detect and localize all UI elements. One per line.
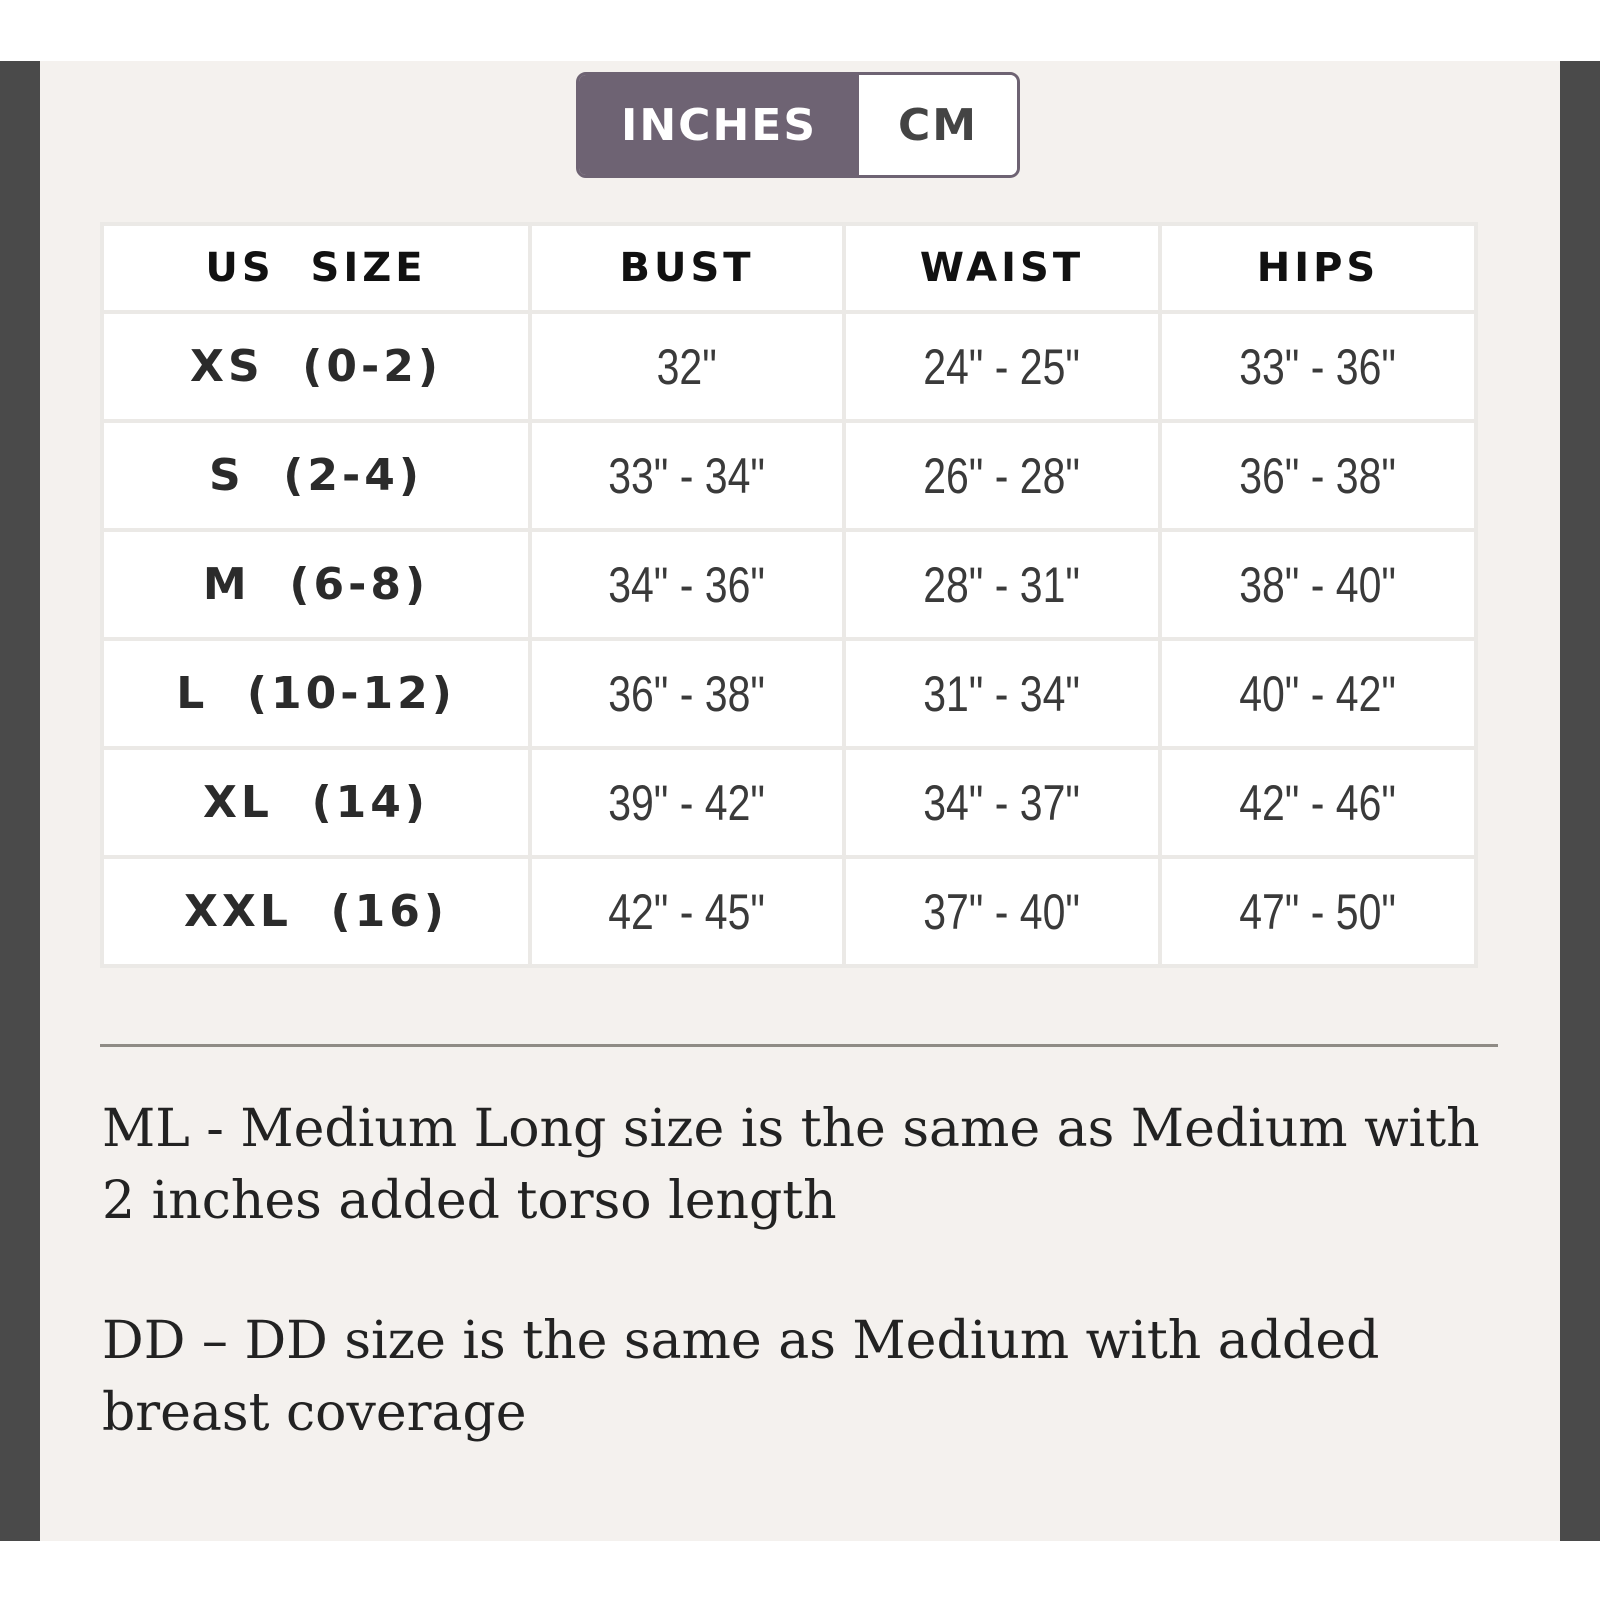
bust-value: 39" - 42" xyxy=(608,774,766,831)
waist-value: 24" - 25" xyxy=(923,338,1081,395)
table-row xyxy=(104,314,1474,419)
hips-value: 42" - 46" xyxy=(1239,774,1397,831)
size-label: L (10-12) xyxy=(176,668,456,719)
hips-value: 40" - 42" xyxy=(1239,665,1397,722)
size-cell xyxy=(104,641,528,746)
bust-cell xyxy=(532,641,842,746)
table-header-row xyxy=(104,226,1474,310)
bust-cell xyxy=(532,532,842,637)
inches-button[interactable]: INCHES xyxy=(579,75,859,175)
size-cell xyxy=(104,750,528,855)
size-cell xyxy=(104,423,528,528)
size-cell xyxy=(104,532,528,637)
header-waist: WAIST xyxy=(846,226,1158,310)
waist-value: 26" - 28" xyxy=(923,447,1081,504)
cm-button[interactable]: CM xyxy=(859,75,1017,175)
bust-value: 36" - 38" xyxy=(608,665,766,722)
bust-cell xyxy=(532,750,842,855)
hips-cell xyxy=(1162,532,1474,637)
bust-value: 33" - 34" xyxy=(608,447,766,504)
table-row xyxy=(104,641,1474,746)
table-row xyxy=(104,750,1474,855)
waist-cell xyxy=(846,532,1158,637)
hips-cell xyxy=(1162,859,1474,964)
bust-cell xyxy=(532,314,842,419)
waist-value: 34" - 37" xyxy=(923,774,1081,831)
note-dd: DD – DD size is the same as Medium with added breast coverage xyxy=(102,1311,1380,1443)
note-medium-long: ML - Medium Long size is the same as Medium with 2 inches added torso length xyxy=(102,1099,1480,1231)
size-label: M (6-8) xyxy=(202,559,430,610)
hips-value: 38" - 40" xyxy=(1239,556,1397,613)
bust-value: 42" - 45" xyxy=(608,883,766,940)
size-table xyxy=(100,222,1478,968)
waist-cell xyxy=(846,641,1158,746)
hips-cell xyxy=(1162,314,1474,419)
waist-value: 28" - 31" xyxy=(923,556,1081,613)
waist-value: 31" - 34" xyxy=(923,665,1081,722)
header-us-size: US SIZE xyxy=(104,226,528,310)
header-hips: HIPS xyxy=(1162,226,1474,310)
frame xyxy=(0,61,1600,1541)
bust-value: 34" - 36" xyxy=(608,556,766,613)
size-label: XL (14) xyxy=(202,777,430,828)
waist-cell xyxy=(846,750,1158,855)
hips-value: 47" - 50" xyxy=(1239,883,1397,940)
size-cell xyxy=(104,314,528,419)
bust-cell xyxy=(532,859,842,964)
table-row xyxy=(104,532,1474,637)
size-label: S (2-4) xyxy=(208,450,424,501)
bust-cell xyxy=(532,423,842,528)
unit-toggle xyxy=(576,72,1020,178)
waist-cell xyxy=(846,423,1158,528)
waist-cell xyxy=(846,859,1158,964)
divider xyxy=(100,1044,1498,1047)
table-row xyxy=(104,423,1474,528)
waist-value: 37" - 40" xyxy=(923,883,1081,940)
hips-value: 33" - 36" xyxy=(1239,338,1397,395)
hips-cell xyxy=(1162,423,1474,528)
hips-cell xyxy=(1162,641,1474,746)
size-chart-panel xyxy=(40,61,1560,1541)
table-row xyxy=(104,859,1474,964)
size-label: XS (0-2) xyxy=(190,341,442,392)
size-cell xyxy=(104,859,528,964)
hips-cell xyxy=(1162,750,1474,855)
bust-value: 32" xyxy=(656,338,718,395)
size-label: XXL (16) xyxy=(184,886,448,937)
header-bust: BUST xyxy=(532,226,842,310)
hips-value: 36" - 38" xyxy=(1239,447,1397,504)
waist-cell xyxy=(846,314,1158,419)
